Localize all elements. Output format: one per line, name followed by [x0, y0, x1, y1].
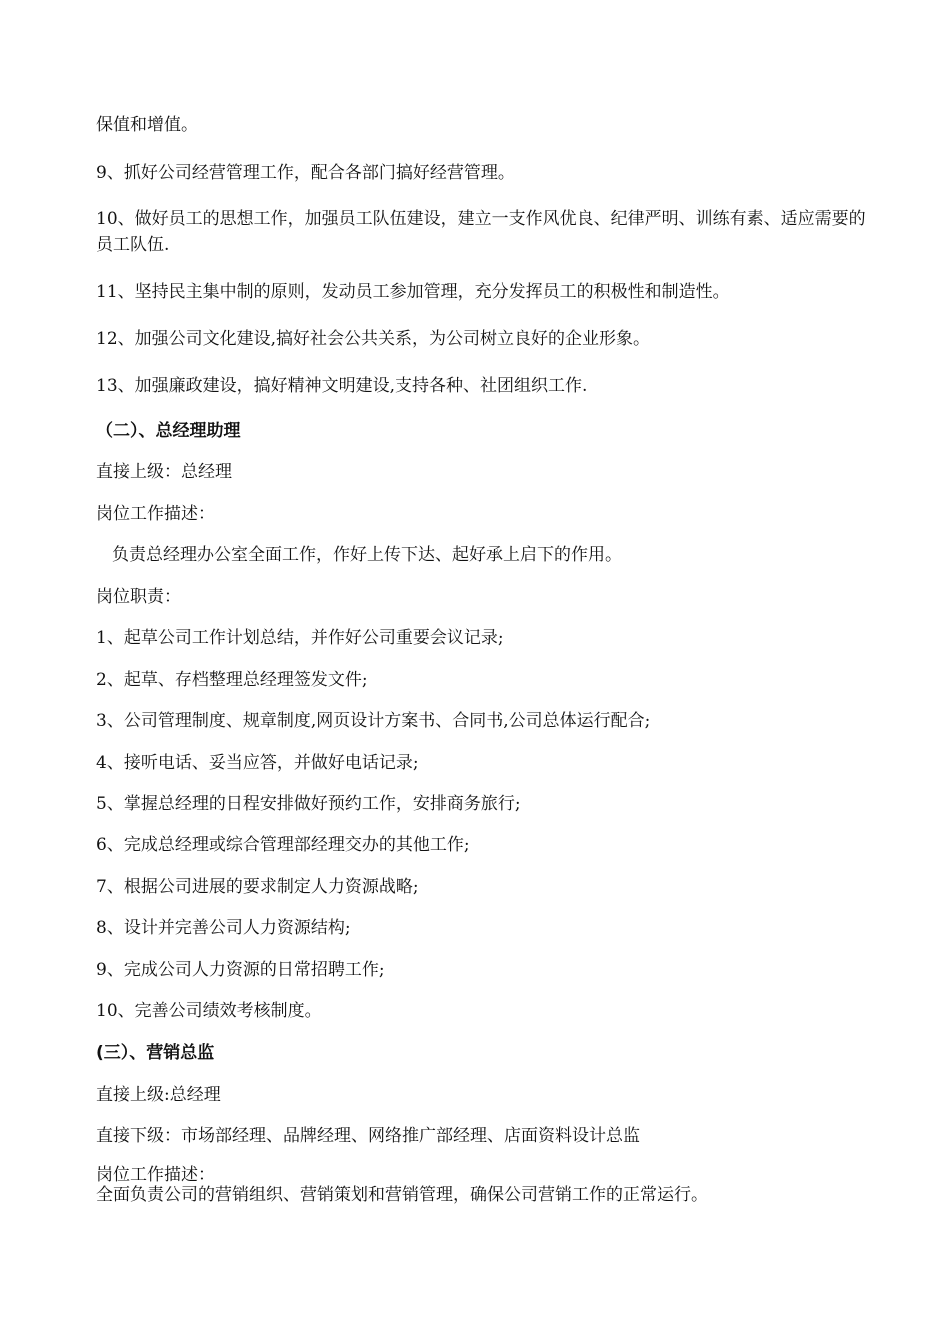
section-heading-assistant: （二）、总经理助理 — [96, 421, 241, 441]
assistant-duty-6: 6、完成总经理或综合管理部经理交办的其他工作; — [96, 835, 470, 855]
assistant-superior: 直接上级：总经理 — [96, 462, 232, 482]
assistant-duty-7: 7、根据公司进展的要求制定人力资源战略; — [96, 877, 419, 897]
section-heading-marketing: (三）、营销总监 — [96, 1043, 215, 1063]
assistant-duty-9: 9、完成公司人力资源的日常招聘工作; — [96, 960, 385, 980]
assistant-duty-3: 3、公司管理制度、规章制度,网页设计方案书、合同书,公司总体运行配合; — [96, 711, 651, 731]
gm-duty-10: 10、做好员工的思想工作，加强员工队伍建设，建立一支作风优良、纪律严明、训练有素、适应需要的员工队伍. — [96, 209, 866, 255]
marketing-desc-label: 岗位工作描述： — [96, 1165, 215, 1185]
marketing-desc: 全面负责公司的营销组织、营销策划和营销管理，确保公司营销工作的正常运行。 — [96, 1185, 708, 1205]
paragraph-intro-tail: 保值和增值。 — [96, 115, 198, 135]
marketing-subordinates: 直接下级：市场部经理、品牌经理、网络推广部经理、店面资料设计总监 — [96, 1126, 640, 1146]
assistant-duty-10: 10、完善公司绩效考核制度。 — [96, 1001, 322, 1021]
gm-duty-9: 9、抓好公司经营管理工作，配合各部门搞好经营管理。 — [96, 163, 515, 183]
assistant-duty-5: 5、掌握总经理的日程安排做好预约工作，安排商务旅行; — [96, 794, 521, 814]
gm-duty-11: 11、坚持民主集中制的原则，发动员工参加管理，充分发挥员工的积极性和制造性。 — [96, 282, 730, 302]
assistant-desc-label: 岗位工作描述： — [96, 504, 215, 524]
gm-duty-13: 13、加强廉政建设，搞好精神文明建设,支持各种、社团组织工作. — [96, 376, 588, 396]
assistant-desc: 负责总经理办公室全面工作，作好上传下达、起好承上启下的作用。 — [112, 545, 622, 565]
marketing-superior: 直接上级:总经理 — [96, 1085, 221, 1105]
assistant-duties-label: 岗位职责： — [96, 587, 181, 607]
assistant-duty-8: 8、设计并完善公司人力资源结构; — [96, 918, 351, 938]
assistant-duty-2: 2、起草、存档整理总经理签发文件; — [96, 670, 368, 690]
assistant-duty-1: 1、起草公司工作计划总结，并作好公司重要会议记录; — [96, 628, 504, 648]
gm-duty-12: 12、加强公司文化建设,搞好社会公共关系，为公司树立良好的企业形象。 — [96, 329, 651, 349]
assistant-duty-4: 4、接听电话、妥当应答，并做好电话记录; — [96, 753, 419, 773]
